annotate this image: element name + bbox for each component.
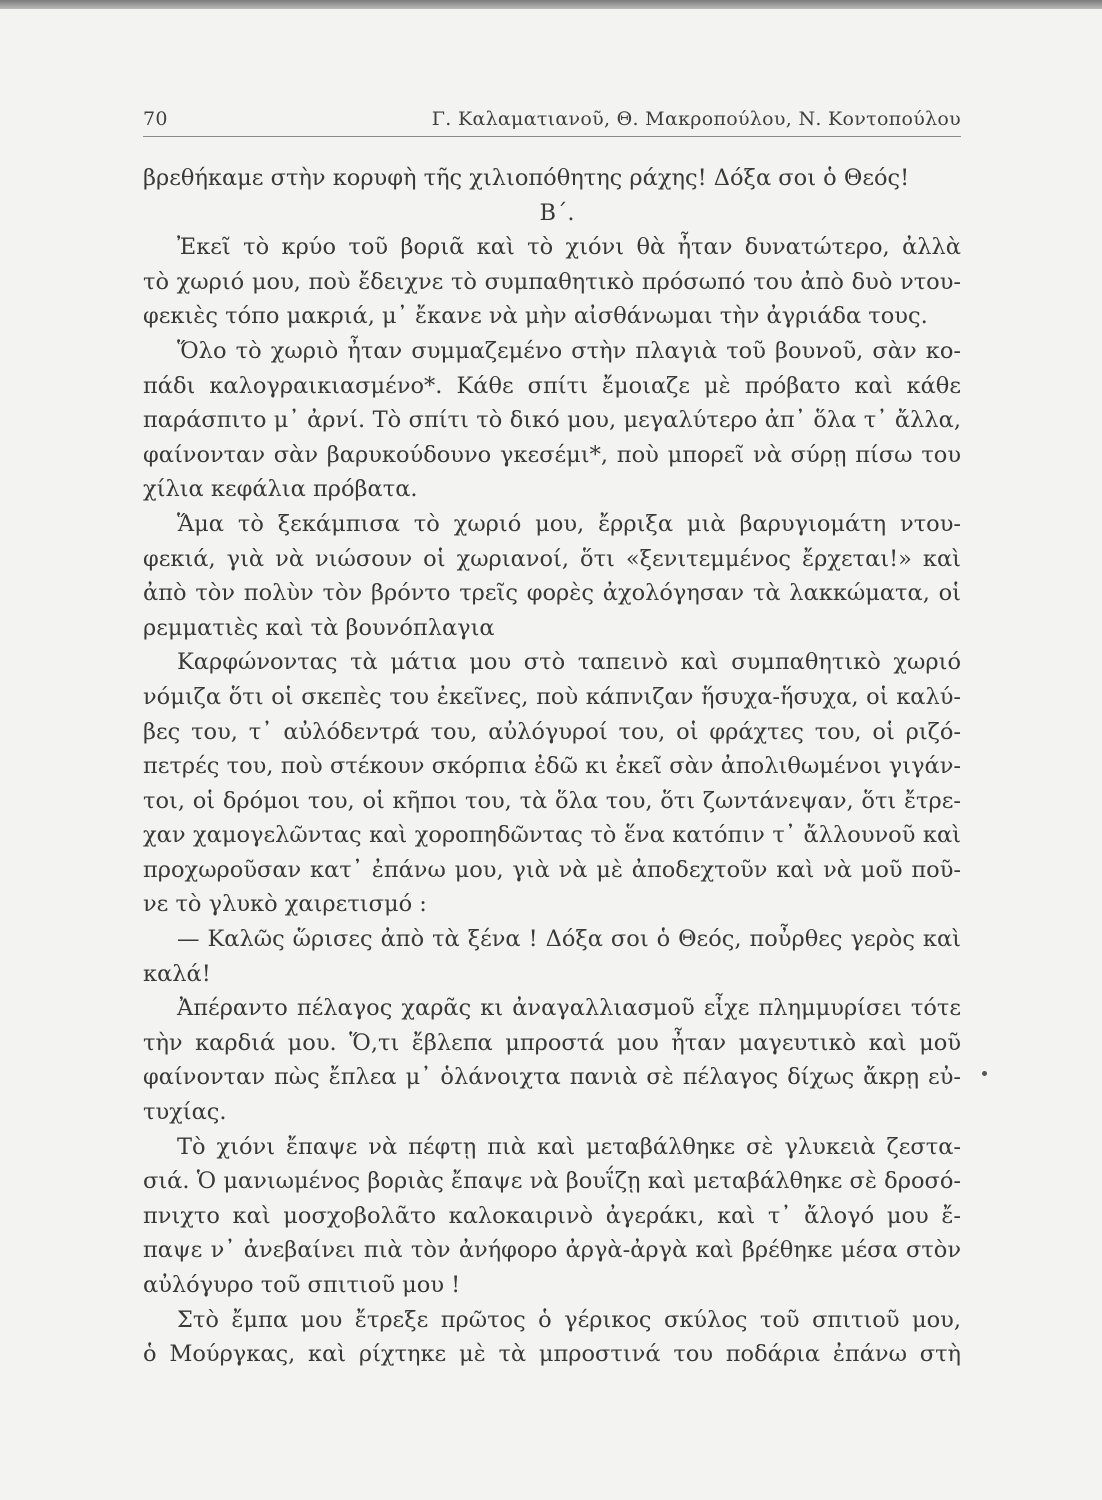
text-line: καλά!	[143, 960, 211, 987]
text-line: τυχίας.	[143, 1099, 227, 1126]
text-line: πάδι καλογραικιασμένο*. Κάθε σπίτι ἔμοιαζε μὲ πρόβατο καὶ κάθε	[143, 372, 961, 399]
text-line: προχωροῦσαν κατ᾽ ἐπάνω μου, γιὰ νὰ μὲ ἀποδεχτοῦν καὶ νὰ μοῦ ποῦ-	[143, 856, 961, 883]
text-line: φαίνονταν σὰν βαρυκούδουνο γκεσέμι*, ποὺ μπορεῖ νὰ σύρῃ πίσω του	[143, 441, 961, 468]
text-line: ὁ Μούργκας, καὶ ρίχτηκε μὲ τὰ μπροστινά του ποδάρια ἐπάνω στὴ	[143, 1341, 961, 1368]
text-line: τοι, οἱ δρόμοι του, οἱ κῆποι του, τὰ ὅλα του, ὅτι ζωντάνεψαν, ὅτι ἔτρε-	[143, 787, 961, 814]
text-line: Ἅμα τὸ ξεκάμπισα τὸ χωριό μου, ἔρριξα μιὰ βαρυγιομάτη ντου-	[177, 510, 961, 537]
text-line: αὐλόγυρο τοῦ σπιτιοῦ μου !	[143, 1272, 461, 1298]
text-line: βες του, τ᾽ αὐλόδεντρά του, αὐλόγυροί του, οἱ φράχτες του, οἱ ριζό-	[143, 718, 961, 745]
text-line: βρεθήκαμε στὴν κορυφὴ τῆς χιλιοπόθητης ράχης! Δόξα σοι ὁ Θεός!	[143, 165, 910, 191]
section-heading: Β΄.	[539, 199, 575, 226]
text-line: πνιχτο καὶ μοσχοβολᾶτο καλοκαιρινὸ ἀγεράκι, καὶ τ᾽ ἄλογό μου ἔ-	[143, 1202, 961, 1229]
main-text	[143, 161, 961, 1372]
dialogue-line: — Καλῶς ὥρισες ἀπὸ τὰ ξένα ! Δόξα σοι ὁ Θεός, ποὖρθες γερὸς καὶ	[177, 926, 961, 953]
text-line: φαίνονταν πὼς ἔπλεα μ᾽ ὁλάνοιχτα πανιὰ σὲ πέλαγος δίχως ἄκρῃ εὐ-	[143, 1064, 961, 1091]
text-line: σιά. Ὁ μανιωμένος βοριὰς ἔπαψε νὰ βουΐζῃ καὶ μεταβάλθηκε σὲ δροσό-	[143, 1168, 961, 1195]
text-line: παράσπιτο μ᾽ ἀρνί. Τὸ σπίτι τὸ δικό μου, μεγαλύτερο ἀπ᾽ ὅλα τ᾽ ἄλλα,	[143, 407, 961, 434]
text-line: πετρές του, ποὺ στέκουν σκόρπια ἐδῶ κι ἐκεῖ σὰν ἀπολιθωμένοι γιγάν-	[143, 753, 961, 780]
text-line: φεκιὲς τόπο μακριά, μ᾽ ἔκανε νὰ μὴν αἰσθάνωμαι τὴν ἀγριάδα τους.	[143, 303, 928, 330]
text-line: νε τὸ γλυκὸ χαιρετισμό :	[143, 891, 427, 918]
text-line: Ἐκεῖ τὸ κρύο τοῦ βοριᾶ καὶ τὸ χιόνι θὰ ἦταν δυνατώτερο, ἀλλὰ	[177, 234, 961, 261]
text-line: Στὸ ἔμπα μου ἔτρεξε πρῶτος ὁ γέρικος σκύλος τοῦ σπιτιοῦ μου,	[177, 1306, 961, 1333]
scan-top-edge	[0, 0, 1102, 9]
text-line: χίλια κεφάλια πρόβατα.	[143, 476, 418, 503]
scan-speck	[982, 1071, 987, 1076]
running-header-authors: Γ. Καλαματιανοῦ, Θ. Μακροπούλου, Ν. Κοντοπούλου	[431, 108, 961, 130]
text-line: παψε ν᾽ ἀνεβαίνει πιὰ τὸν ἀνήφορο ἀργὰ-ἀργὰ καὶ βρέθηκε μέσα στὸν	[143, 1237, 961, 1264]
text-line: ἀπὸ τὸν πολὺν τὸν βρόντο τρεῖς φορὲς ἀχολόγησαν τὰ λακκώματα, οἱ	[143, 580, 961, 607]
text-line: ρεμματιὲς καὶ τὰ βουνόπλαγια	[143, 614, 495, 641]
text-line: χαν χαμογελῶντας καὶ χοροπηδῶντας τὸ ἕνα κατόπιν τ᾽ ἄλλουνοῦ καὶ	[143, 822, 961, 849]
text-line: τὴν καρδιά μου. Ὅ,τι ἔβλεπα μπροστά μου ἦταν μαγευτικὸ καὶ μοῦ	[143, 1029, 961, 1056]
text-line: Τὸ χιόνι ἔπαψε νὰ πέφτῃ πιὰ καὶ μεταβάλθηκε σὲ γλυκειὰ ζεστα-	[177, 1133, 961, 1160]
book-page	[143, 108, 961, 1372]
text-line: Καρφώνοντας τὰ μάτια μου στὸ ταπεινὸ καὶ συμπαθητικὸ χωριό	[177, 649, 961, 676]
text-line: Ἀπέραντο πέλαγος χαρᾶς κι ἀναγαλλιασμοῦ εἶχε πλημμυρίσει τότε	[177, 995, 961, 1022]
text-line: Ὅλο τὸ χωριὸ ἦταν συμμαζεμένο στὴν πλαγιὰ τοῦ βουνοῦ, σὰν κο-	[177, 337, 961, 364]
page-number: 70	[143, 108, 168, 130]
running-header	[143, 108, 961, 137]
text-line: τὸ χωριό μου, ποὺ ἔδειχνε τὸ συμπαθητικὸ πρόσωπό του ἀπὸ δυὸ ντου-	[143, 268, 961, 295]
text-line: νόμιζα ὅτι οἱ σκεπὲς του ἐκεῖνες, ποὺ κάπνιζαν ἥσυχα-ἥσυχα, οἱ καλύ-	[143, 683, 961, 710]
text-line: φεκιά, γιὰ νὰ νιώσουν οἱ χωριανοί, ὅτι «ξενιτεμμένος ἔρχεται!» καὶ	[143, 545, 961, 572]
